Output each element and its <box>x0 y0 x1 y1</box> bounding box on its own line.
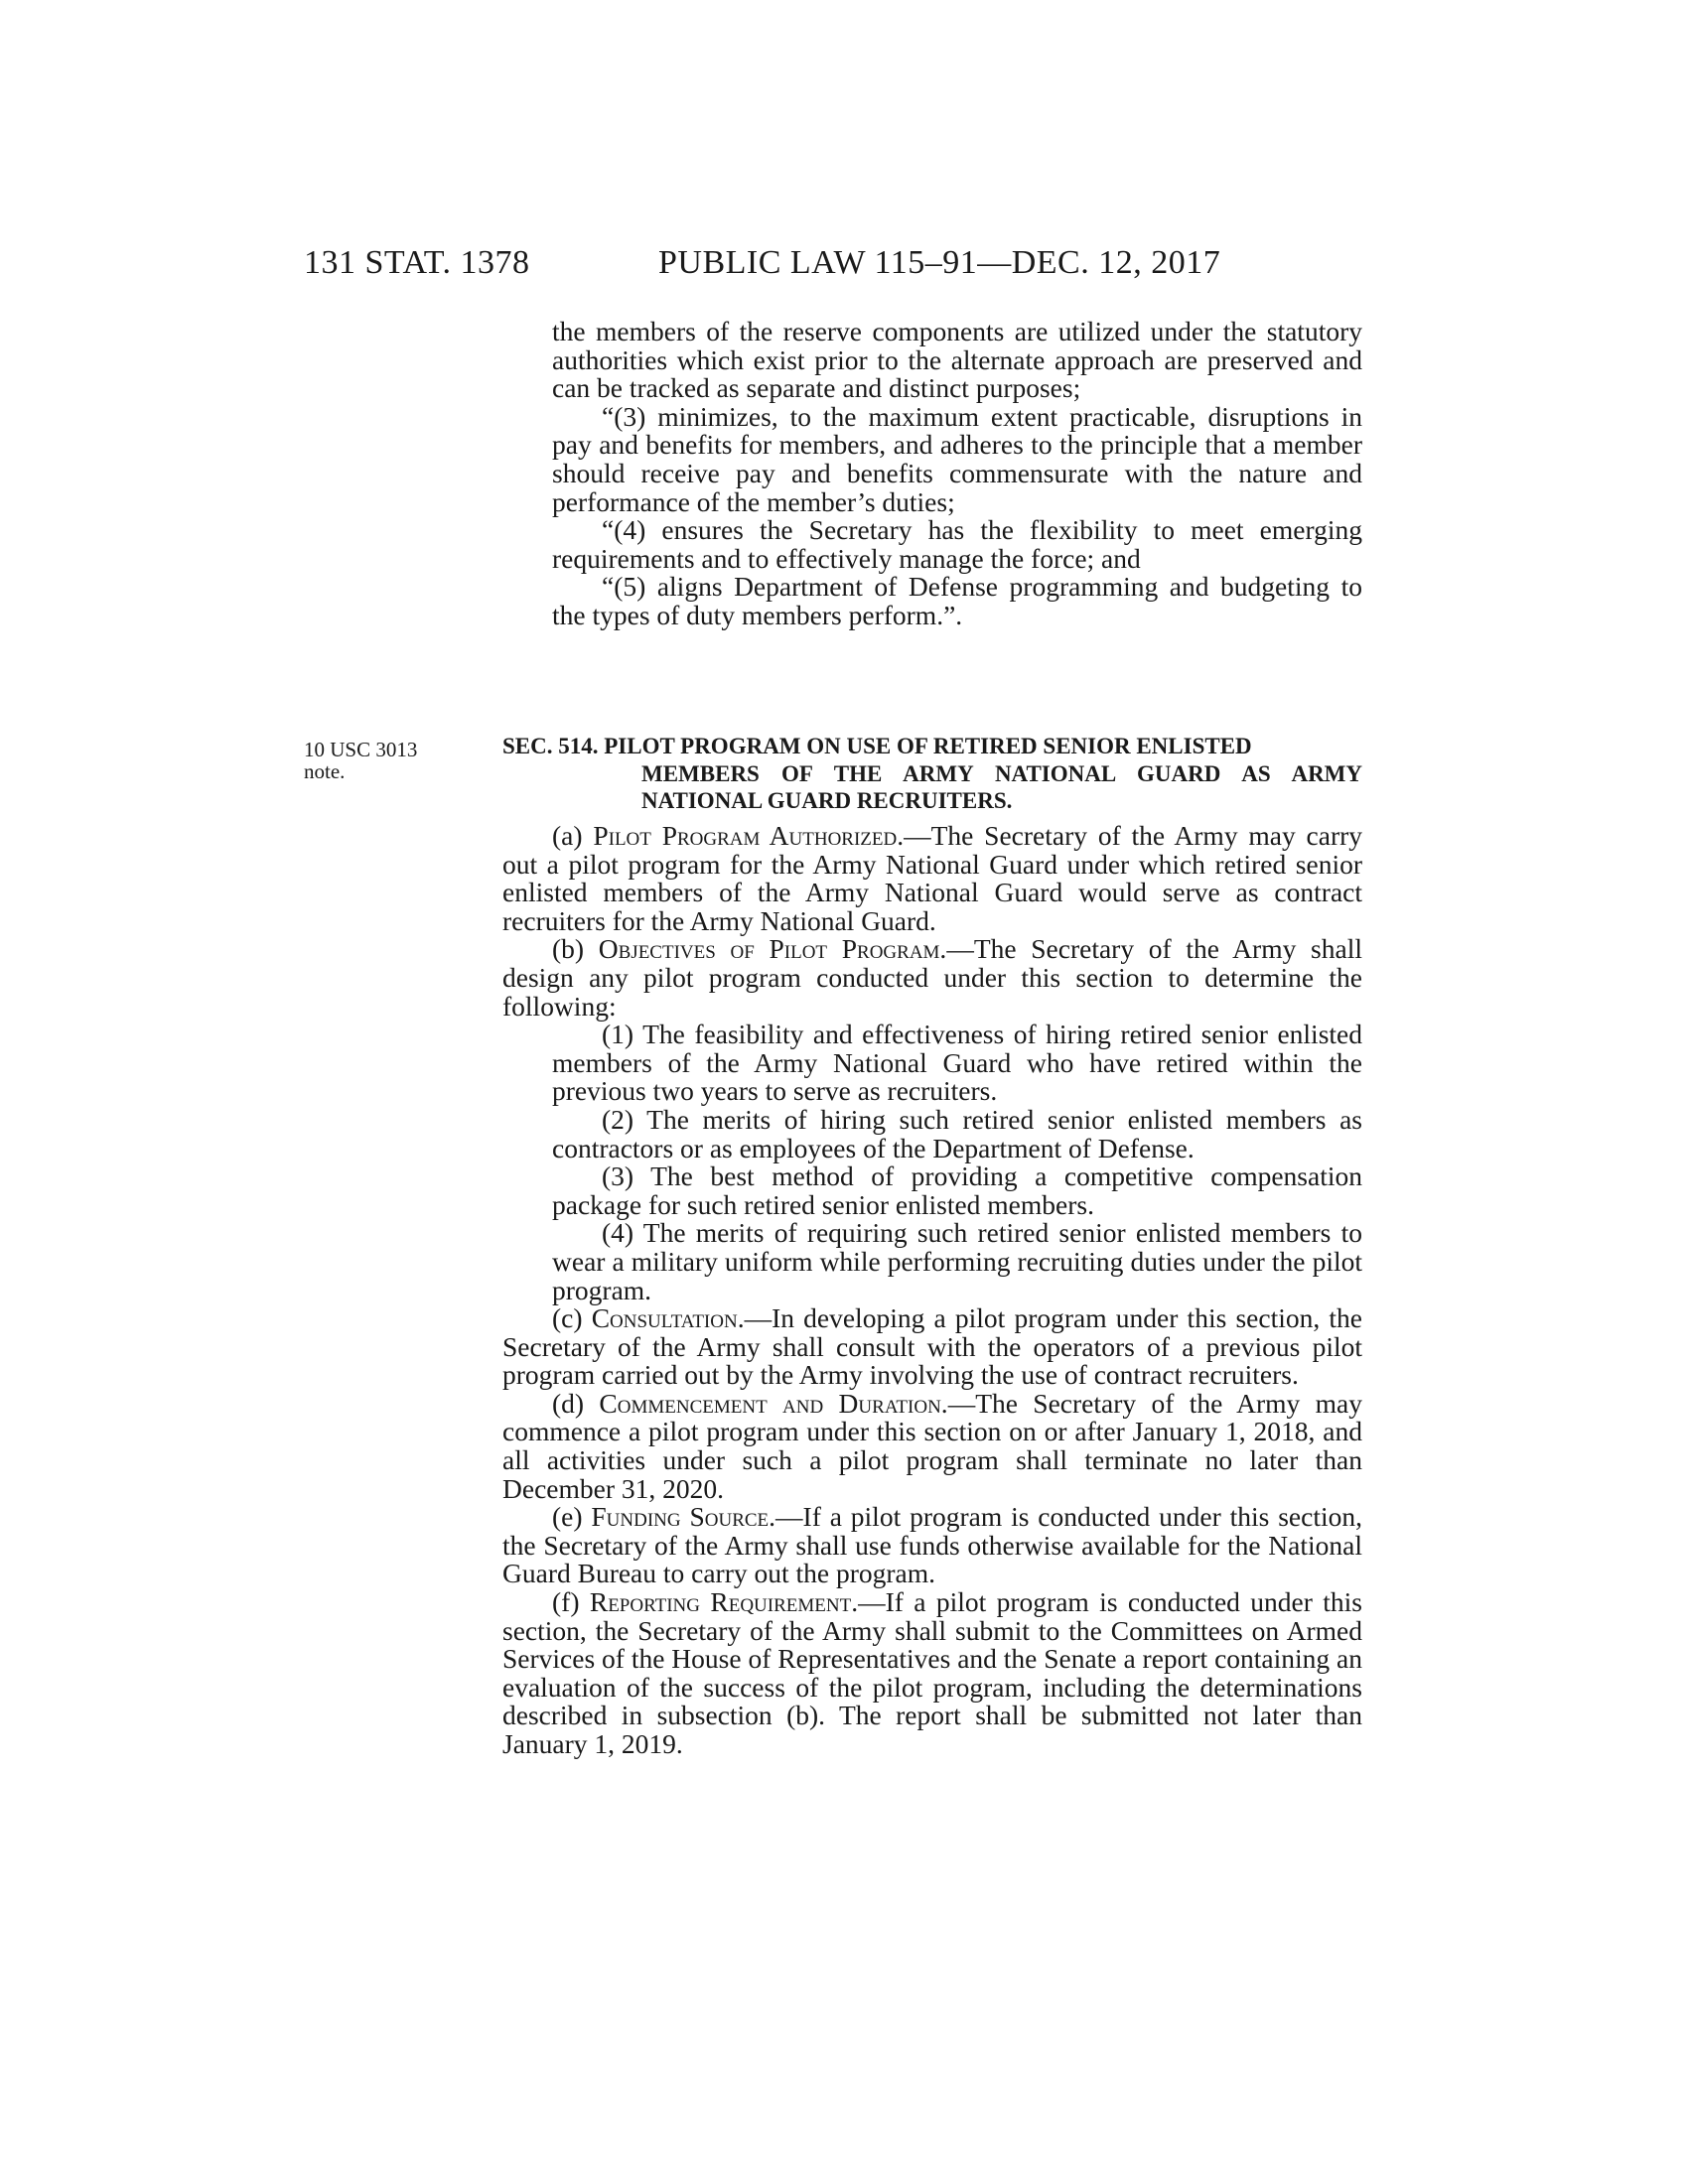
subsection-c <box>502 1304 1362 1390</box>
subsection-e <box>502 1503 1362 1588</box>
subsection-e-caption: Funding Source. <box>591 1501 776 1533</box>
subsection-b-item-3: (3) The best method of providing a competitive compensation package for such retired senior enlisted members. <box>552 1160 1362 1220</box>
subsection-b <box>502 935 1362 1021</box>
subsection-b-caption: Objectives of Pilot Program. <box>598 933 947 965</box>
section-heading <box>502 733 1362 815</box>
subsection-e-label: (e) <box>552 1501 592 1533</box>
margin-note-label: note. <box>304 759 346 783</box>
paragraph-3: “(3) minimizes, to the maximum extent practicable, disruptions in pay and benefits for members, and adheres to the principle that a member should receive pay and benefits commensurate with the nature and performance of the member’s duties; <box>552 400 1362 517</box>
paragraph-2-continuation: the members of the reserve components are utilized under the statutory authorities which exist prior to the alternate approach are preserved and can be tracked as separate and distinct purposes; <box>552 316 1362 404</box>
subsection-b-item-2: (2) The merits of hiring such retired senior enlisted members as contractors or as employees of the Department of Defense. <box>552 1103 1362 1163</box>
subsection-e-text: —If a pilot program is conducted under this section, the Secretary of the Army shall use funds otherwise available for the National Guard Bureau to carry out the program. <box>502 1501 1362 1589</box>
section-heading-continuation: MEMBERS OF THE ARMY NATIONAL GUARD AS ARMY NATIONAL GUARD RECRUITERS. <box>641 760 1362 813</box>
subsection-a <box>502 822 1362 935</box>
subsection-b-label: (b) <box>552 933 599 965</box>
section-heading-line-1: SEC. 514. PILOT PROGRAM ON USE OF RETIRED SENIOR ENLISTED <box>502 734 1252 758</box>
section-body <box>502 822 1362 1759</box>
subsection-a-caption: Pilot Program Authorized. <box>593 820 905 851</box>
paragraph-4: “(4) ensures the Secretary has the flexibility to meet emerging requirements and to effectively manage the force; and <box>552 514 1362 574</box>
subsection-d-label: (d) <box>552 1387 600 1419</box>
margin-note-citation: 10 USC 3013 <box>304 738 418 761</box>
margin-citation-note <box>304 739 417 782</box>
subsection-a-text: —The Secretary of the Army may carry out a pilot program for the Army National Guard under which retired senior enlisted members of the Army National Guard would serve as contract recruiters for the Army National Guard. <box>502 820 1363 936</box>
subsection-c-text: —In developing a pilot program under this section, the Secretary of the Army shall consult with the operators of a previous pilot program carried out by the Army involving the use of contract recruiters. <box>502 1302 1362 1391</box>
running-head-law-title: PUBLIC LAW 115–91—DEC. 12, 2017 <box>658 244 1221 281</box>
stat-page-reference: 131 STAT. 1378 <box>304 244 530 281</box>
subsection-a-label: (a) <box>552 820 594 851</box>
subsection-b-text: —The Secretary of the Army shall design any pilot program conducted under this section to determine the following: <box>502 933 1362 1022</box>
subsection-c-caption: Consultation. <box>591 1302 745 1334</box>
paragraph-5: “(5) aligns Department of Defense programming and budgeting to the types of duty members perform.”. <box>552 571 1362 630</box>
subsection-f-text: —If a pilot program is conducted under this section, the Secretary of the Army shall submit to the Committees on Armed Services of the House of Representatives and the Senate a report containing an evaluation of the success of the pilot program, including the determinations described in subsection (b). The report shall be submitted not later than January 1, 2019. <box>502 1586 1362 1759</box>
subsection-d-text: —The Secretary of the Army may commence a pilot program under this section on or after January 1, 2018, and all activities under such a pilot program shall terminate no later than December 31, 2020. <box>502 1387 1362 1504</box>
subsection-c-label: (c) <box>552 1302 592 1334</box>
subsection-d <box>502 1387 1362 1504</box>
subsection-f <box>502 1588 1362 1759</box>
subsection-b-item-4: (4) The merits of requiring such retired senior enlisted members to wear a military uniform while performing recruiting duties under the pilot program. <box>552 1217 1362 1305</box>
subsection-d-caption: Commencement and Duration. <box>599 1387 948 1419</box>
subsection-f-caption: Reporting Requirement. <box>589 1586 859 1618</box>
subsection-f-label: (f) <box>552 1586 590 1618</box>
continued-paragraphs <box>552 318 1362 630</box>
subsection-b-item-1: (1) The feasibility and effectiveness of hiring retired senior enlisted members of the Army National Guard who have retired within the previous two years to serve as recruiters. <box>552 1019 1362 1107</box>
